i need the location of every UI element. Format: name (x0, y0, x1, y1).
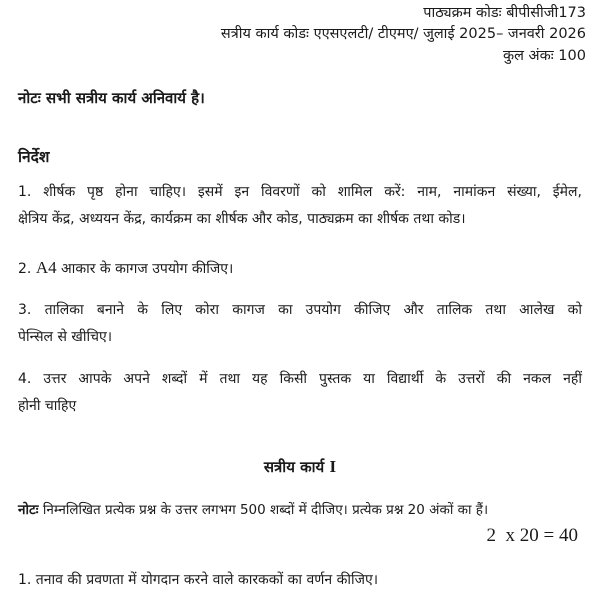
instruction-3-line-1: 3. तालिका बनाने के लिए कोरा कागज का उपयोग कीजिए और तालिक तथा आलेख को (18, 302, 582, 318)
instruction-2-number: 2. (18, 261, 32, 277)
section-title (0, 457, 600, 477)
section-note (18, 500, 488, 520)
section-note-label: नोटः (18, 502, 39, 518)
instruction-3-line-2: पेन्सिल से खीचिए। (18, 329, 113, 345)
marks-formula: 2 x 20 = 40 (486, 525, 578, 546)
main-note: नोटः सभी सत्रीय कार्य अनिवार्य है। (18, 89, 205, 107)
total-marks: कुल अंकः 100 (502, 48, 586, 64)
question-1: 1. तनाव की प्रवणता में योगदान करने वाले कारककों का वर्णन कीजिए। (18, 572, 379, 588)
course-code: पाठ्यक्रम कोडः बीपीसीजी173 (423, 5, 586, 21)
section-numeral: I (329, 457, 337, 476)
assignment-code: सत्रीय कार्य कोडः एएसएलटी/ टीएमए/ जुलाई 2025– जनवरी 2026 (220, 26, 586, 42)
section-title-text: सत्रीय कार्य (263, 458, 325, 476)
paper-size: A4 (35, 258, 57, 277)
instruction-2-text: आकार के कागज उपयोग कीजिए। (61, 261, 234, 277)
instruction-2 (18, 258, 233, 279)
instruction-4-line-2: होनी चाहिए (18, 398, 77, 414)
instruction-1-line-2: क्षेत्रिय केंद्र, अध्ययन केंद्र, कार्यक्रम का शीर्षक और कोड, पाठ्यक्रम का शीर्षक तथा कोड। (18, 211, 466, 227)
instruction-1-line-1: 1. शीर्षक पृष्ठ होना चाहिए। इसमें इन विवरणों को शामिल करें: नाम, नामांकन संख्या, ईमेल, (18, 184, 582, 200)
instructions-heading: निर्देश (18, 148, 50, 166)
instruction-4-line-1: 4. उत्तर आपके अपने शब्दों में तथा यह किसी पुस्तक या विद्यार्थी के उत्तरों की नकल नहीं (18, 371, 582, 387)
section-note-text: निम्नलिखित प्रत्येक प्रश्न के उत्तर लगभग 500 शब्दों में दीजिए। प्रत्येक प्रश्न 20 अंकों का हैं। (42, 502, 489, 518)
